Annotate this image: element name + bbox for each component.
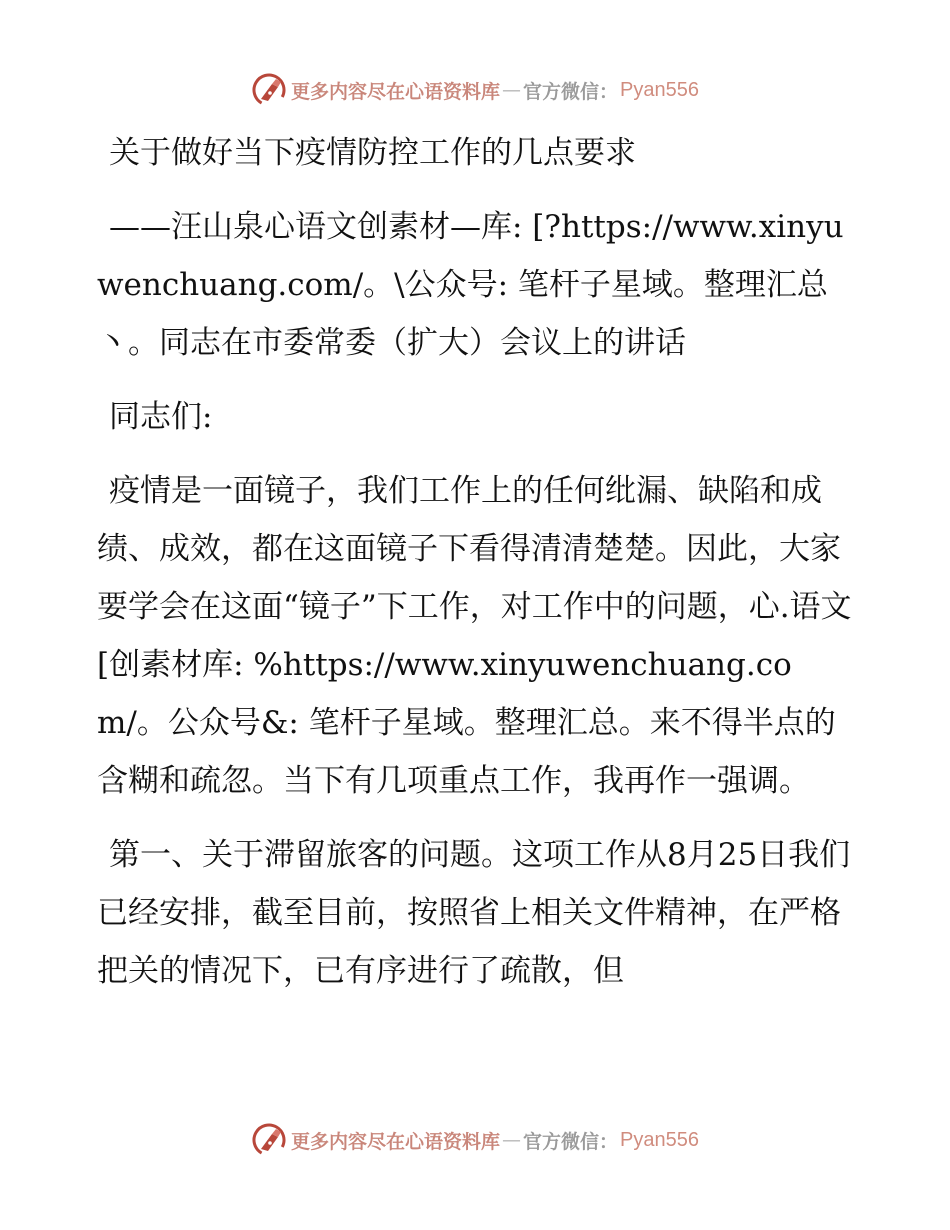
banner-slogan: 更多内容尽在心语资料库 <box>291 1130 501 1153</box>
document-body <box>97 124 857 1016</box>
banner-wechat-label: 官方微信： <box>523 1130 619 1153</box>
footer-banner <box>0 1120 950 1160</box>
greeting: 同志们: <box>109 399 213 435</box>
banner-slogan: 更多内容尽在心语资料库 <box>291 80 501 103</box>
document-subtitle: ——汪山泉心语文创素材—库: [?https://www.xinyuwenchuang.com/。\公众号: 笔杆子星域。整理汇总丶。同志在市委常委（扩大）会议上的讲话 <box>97 209 844 361</box>
banner-dash: — <box>502 1129 522 1151</box>
header-banner <box>0 70 950 110</box>
banner-wechat-id: Pyan556 <box>620 78 699 101</box>
banner-wechat-label: 官方微信： <box>523 80 619 103</box>
banner-wechat-id: Pyan556 <box>620 1128 699 1151</box>
paragraph-1: 疫情是一面镜子，我们工作上的任何纰漏、缺陷和成绩、成效，都在这面镜子下看得清清楚楚。因此，大家要学会在这面“镜子”下工作，对工作中的问题，心.语文[创素材库: %https://www.xinyuwenchuang.com/。公众号&: 笔杆子星域。整理汇总。来不得半点的含糊和疏忽。当下有几项重点工作，我再作一强调。 <box>97 473 852 799</box>
pen-logo-icon <box>251 72 287 108</box>
document-title: 关于做好当下疫情防控工作的几点要求 <box>109 135 636 171</box>
banner-dash: — <box>502 79 522 101</box>
paragraph-2: 第一、关于滞留旅客的问题。这项工作从8月25日我们已经安排，截至目前，按照省上相关文件精神，在严格把关的情况下，已有序进行了疏散，但 <box>97 837 851 989</box>
pen-logo-icon <box>251 1122 287 1158</box>
